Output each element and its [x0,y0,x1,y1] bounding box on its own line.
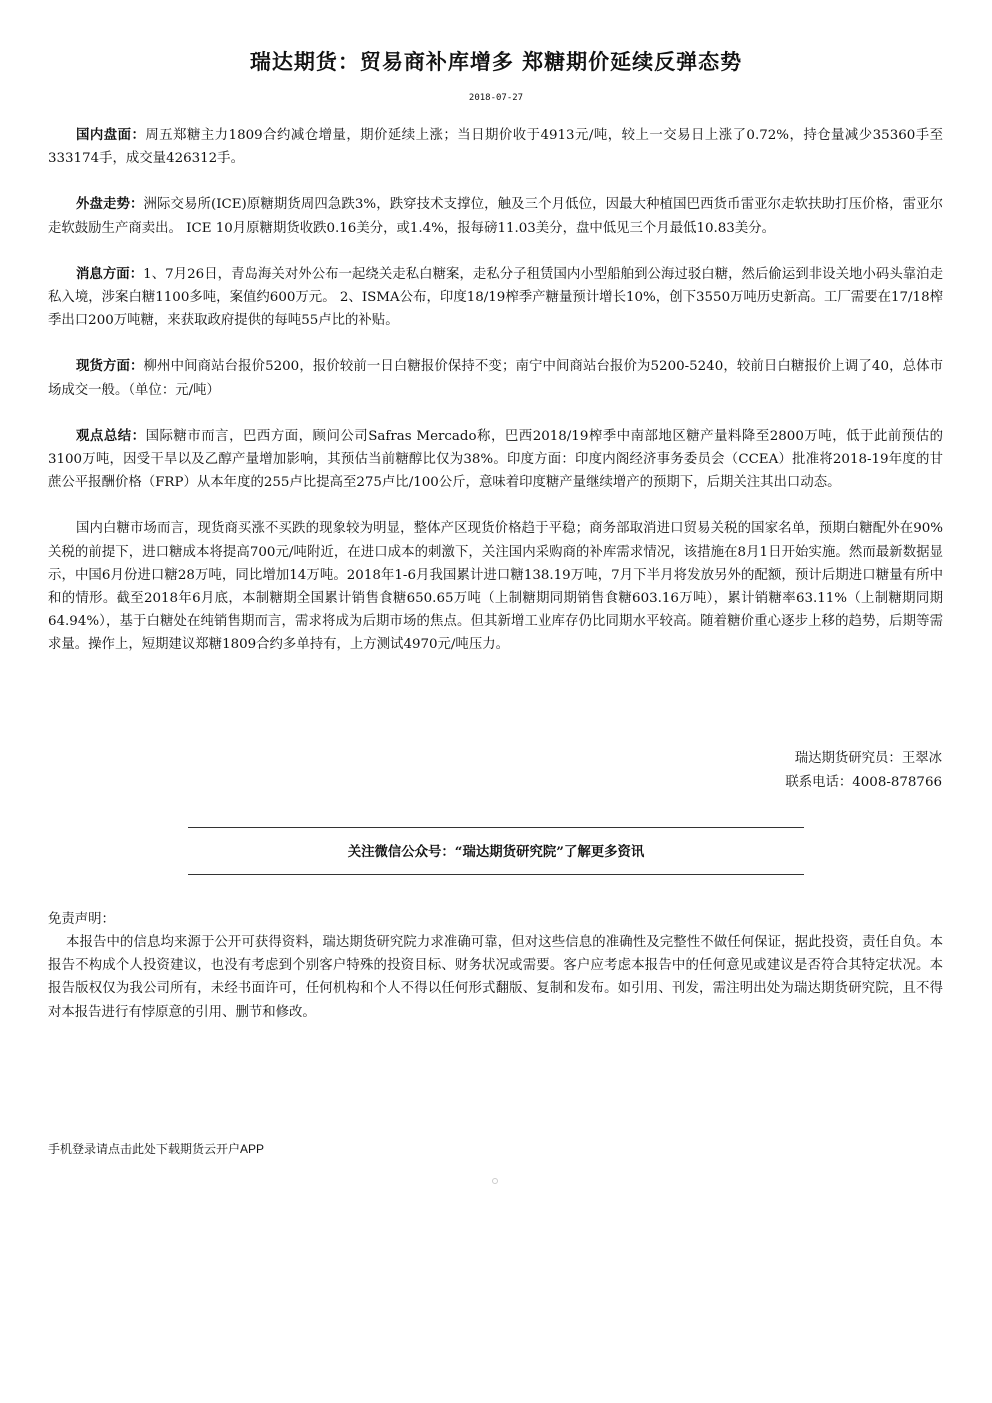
section-overseas [48,193,943,239]
signature-block [785,747,942,795]
divider-bottom [188,874,804,875]
section-label: 现货方面： [76,358,144,375]
section-text: 周五郑糖主力1809合约减仓增量，期价延续上涨；当日期价收于4913元/吨，较上一交易日上涨了0.72%，持仓量减少35360手至333174手，成交量426312手。 [48,128,943,167]
contact-phone: 联系电话：4008-878766 [785,775,942,790]
section-summary [48,425,943,495]
divider-top [188,827,804,828]
section-text: 1、7月26日，青岛海关对外公布一起绕关走私白糖案，走私分子租赁国内小型船舶到公海过驳白糖，然后偷运到非设关地小码头靠泊走私入境，涉案白糖1100多吨，案值约600万元。 2、ISMA公布，印度18/19榨季产糖量预计增长10%，创下3550万吨历史新高。工厂需要在17/18榨季出口200万吨糖，来获取政府提供的每吨55卢比的补贴。 [48,266,944,329]
wechat-notice: 关注微信公众号：“瑞达期货研究院”了解更多资讯 [347,844,645,860]
app-download-link[interactable]: 手机登录请点击此处下载期货云开户APP [48,1142,265,1156]
section-domestic [48,124,943,170]
section-text: 国际糖市而言，巴西方面，顾问公司Safras Mercado称，巴西2018/19榨季中南部地区糖产量料降至2800万吨，低于此前预估的3100万吨，因受干旱以及乙醇产量增加影响，其预估当前糖醇比仅为38%。印度方面：印度内阁经济事务委员会（CCEA）批准将2018-19年度的甘蔗公平报酬价格（FRP）从本年度的255卢比提高至275卢比/100公斤，意味着印度糖产量继续增产的预期下，后期关注其出口动态。 [48,428,943,491]
report-body [48,124,943,680]
section-label: 消息方面： [76,265,144,282]
section-news [48,263,943,333]
analyst-name: 瑞达期货研究员：王翠冰 [794,751,942,766]
section-text: 洲际交易所(ICE)原糖期货周四急跌3%，跌穿技术支撑位，触及三个月低位，因最大种植国巴西货币雷亚尔走软扶助打压价格，雷亚尔走软鼓励生产商卖出。 ICE 10月原糖期货收跌0.16美分，或1.4%，报每磅11.03美分，盘中低见三个月最低10.83美分。 [48,197,944,236]
report-date: 2018-07-27 [468,93,524,103]
page-title: 瑞达期货：贸易商补库增多 郑糖期价延续反弹态势 [249,49,743,74]
disclaimer-body: 本报告中的信息均来源于公开可获得资料，瑞达期货研究院力求准确可靠，但对这些信息的准确性及完整性不做任何保证，据此投资，责任自负。本报告不构成个人投资建议，也没有考虑到个别客户特殊的投资目标、财务状况或需要。客户应考虑本报告中的任何意见或建议是否符合其特定状况。本报告版权仅为我公司所有，未经书面许可，任何机构和个人不得以任何形式翻版、复制和发布。如引用、刊发，需注明出处为瑞达期货研究院，且不得对本报告进行有悖原意的引用、删节和修改。 [48,935,943,1020]
section-label: 外盘走势： [76,196,144,213]
section-label: 观点总结： [76,427,146,444]
section-text: 柳州中间商站台报价5200，报价较前一日白糖报价保持不变；南宁中间商站台报价为5200-5240，较前日白糖报价上调了40，总体市场成交一般。（单位：元/吨） [48,359,944,398]
section-outlook: 国内白糖市场而言，现货商买涨不买跌的现象较为明显，整体产区现货价格趋于平稳；商务部取消进口贸易关税的国家名单，预期白糖配外在90%关税的前提下，进口糖成本将提高700元/吨附近，在进口成本的刺激下，关注国内采购商的补库需求情况，该措施在8月1日开始实施。然而最新数据显示，中国6月份进口糖28万吨，同比增加14万吨。2018年1-6月我国累计进口糖138.19万吨，7月下半月将发放另外的配额，预计后期进口糖量有所中和的情形。截至2018年6月底，本制糖期全国累计销售食糖650.65万吨（上制糖期同期销售食糖603.16万吨），累计销糖率63.11%（上制糖期同期64.94%），基于白糖处在纯销售期而言，需求将成为后期市场的焦点。但其新增工业库存仍比同期水平较高。随着糖价重心逐步上移的趋势，后期等需求量。操作上，短期建议郑糖1809合约多单持有，上方测试4970元/吨压力。 [48,521,943,653]
disclaimer-title: 免责声明： [48,912,115,927]
section-label: 国内盘面： [76,127,146,143]
section-spot [48,355,943,401]
page-dot-icon [492,1178,498,1184]
